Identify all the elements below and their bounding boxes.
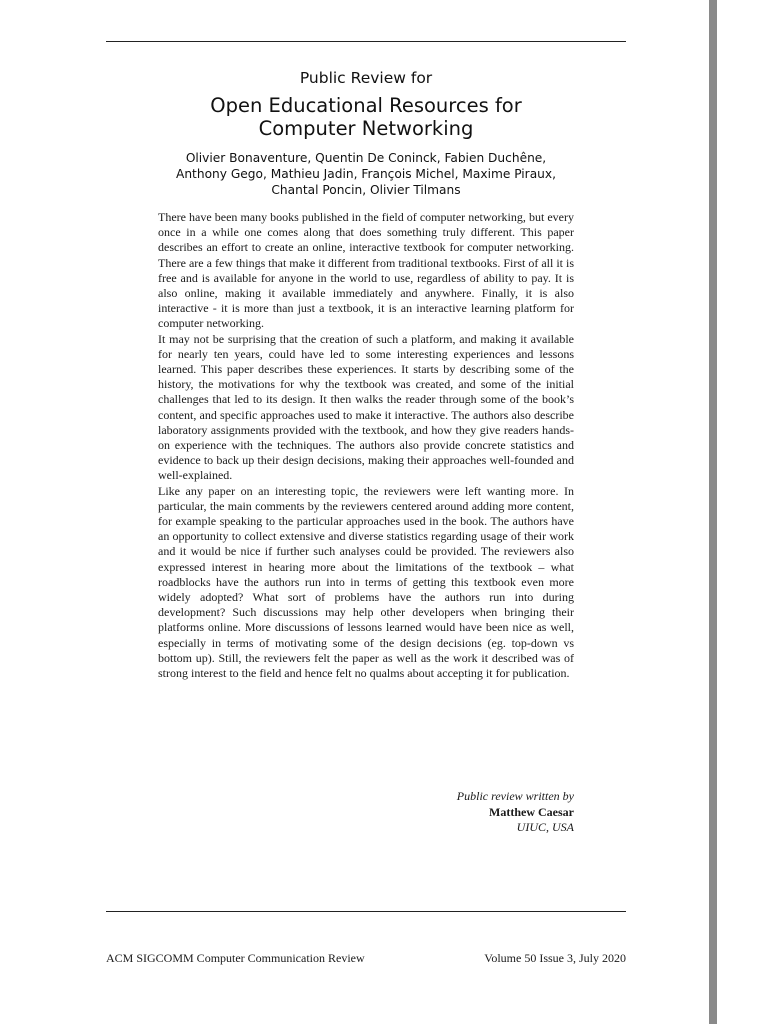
body-paragraph-3: Like any paper on an interesting topic, the reviewers were left wanting more. In particular, the main comments by the reviewers centered around adding more content, for example speaking to the particular approaches used in the book. The authors have an opportunity to collect extensive and diverse statistics regarding usage of their work and it would be nice if further such analyses could be provided. The reviewers also expressed interest in hearing more about the limitations of the textbook – what roadblocks have the authors run into in terms of getting this textbook even more widely adopted? What sort of problems have the authors run into during development? Such discussions may help other developers when bringing their platforms online. More discussions of lessons learned would have been nice as well, especially in terms of motivating some of the design decisions (eg. top-down vs bottom up). Still, the reviewers felt the paper as well as the work it described was of strong interest to the field and hence felt no qualms about accepting it for publication. bbox=[158, 483, 574, 681]
review-kicker: Public Review for bbox=[299, 69, 433, 87]
reviewer-affiliation: UIUC, USA bbox=[516, 820, 574, 834]
paper-title-line-2: Computer Networking bbox=[258, 117, 474, 140]
author-line-2: Anthony Gego, Mathieu Jadin, François Michel, Maxime Piraux, bbox=[176, 167, 556, 181]
reviewer-name: Matthew Caesar bbox=[489, 804, 574, 819]
body-paragraph-1: There have been many books published in the field of computer networking, but every once in a while one comes along that does something truly different. This paper describes an effort to create an online, interactive textbook for computer networking. There are a few things that make it different from traditional textbooks. First of all it is free and is available for anyone in the world to use, regardless of ability to pay. It is also online, making it available immediately and anywhere. Finally, it is also interactive - it is more than just a textbook, it is an interactive learning platform for computer networking. bbox=[158, 210, 574, 331]
written-by-label: Public review written by bbox=[456, 789, 574, 803]
footer-issue: Volume 50 Issue 3, July 2020 bbox=[484, 951, 626, 965]
paper-title-line-1: Open Educational Resources for bbox=[210, 94, 522, 117]
reviewer-signature bbox=[400, 789, 574, 836]
author-line-3: Chantal Poncin, Olivier Tilmans bbox=[271, 183, 461, 197]
page-edge-scrollbar bbox=[709, 0, 717, 1024]
bottom-rule bbox=[106, 911, 626, 912]
paper-title bbox=[106, 94, 626, 140]
footer-journal: ACM SIGCOMM Computer Communication Review bbox=[106, 951, 365, 965]
body-paragraph-2: It may not be surprising that the creation of such a platform, and making it available for nearly ten years, could have led to some interesting experiences and lessons learned. This paper describes these experiences. It starts by describing some of the history, the motivations for why the textbook was created, and some of the initial challenges that led to its design. It then walks the reader through some of the book’s content, and specific approaches used to make it interactive. The authors also describe laboratory assignments provided with the textbook, and how they give readers hands-on experience with the techniques. The authors also provide concrete statistics and evidence to back up their design decisions, making their approaches well-founded and well-explained. bbox=[158, 331, 574, 483]
author-list bbox=[106, 150, 626, 198]
review-body bbox=[158, 210, 574, 681]
author-line-1: Olivier Bonaventure, Quentin De Coninck, Fabien Duchêne, bbox=[185, 151, 547, 165]
top-rule bbox=[106, 41, 626, 42]
